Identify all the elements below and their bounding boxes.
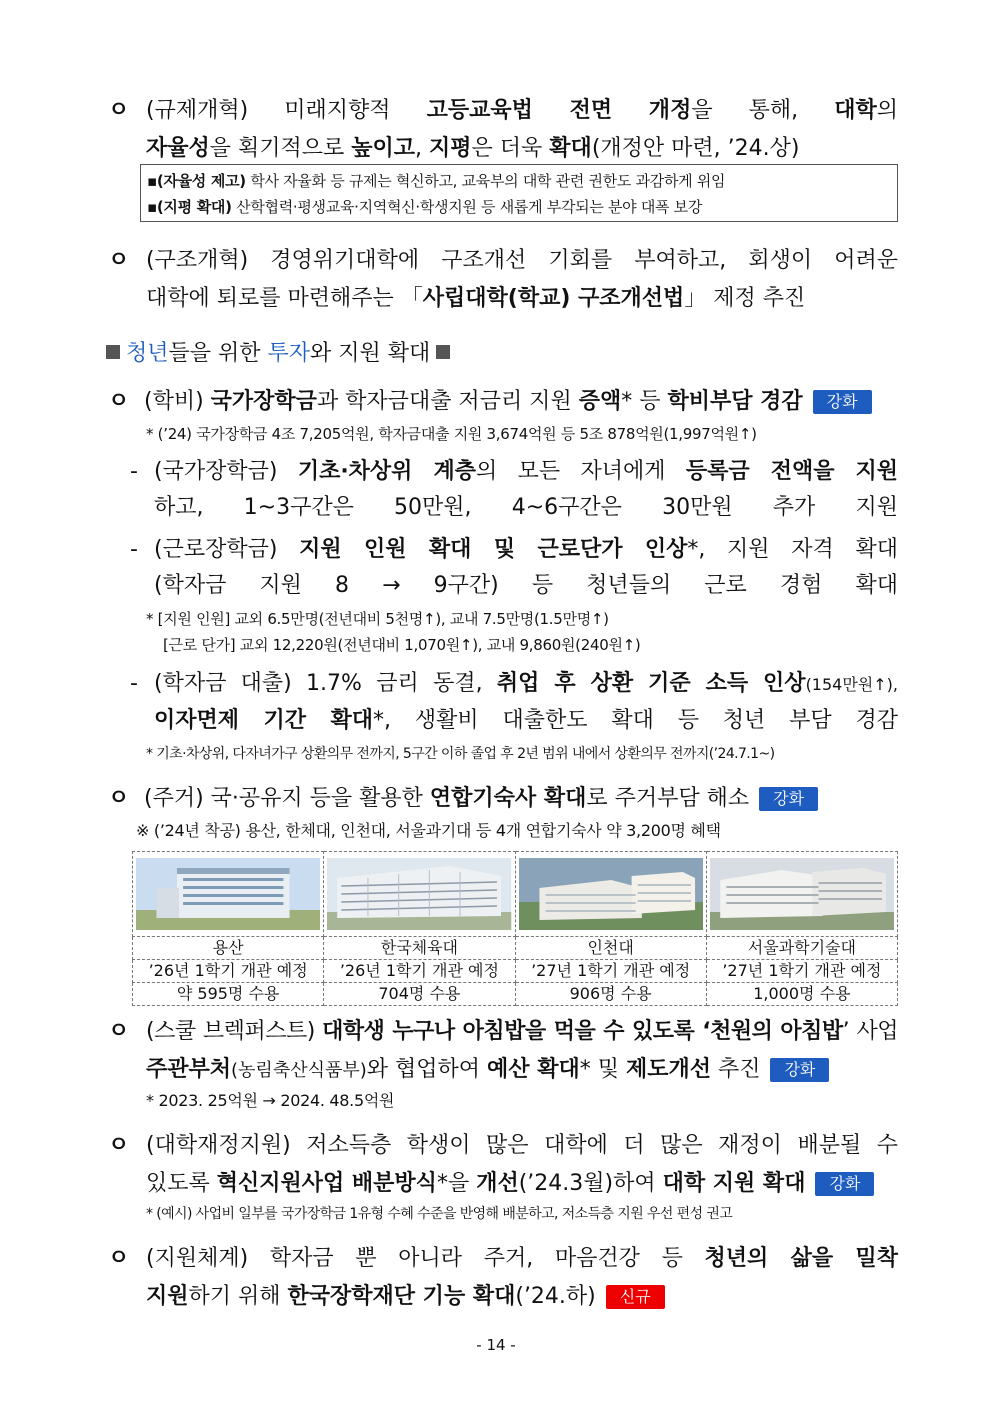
work-note-2: [근로 단가] 교외 12,220원(전년대비 1,070원↑), 교내 9,860원(240원↑) bbox=[163, 636, 641, 654]
bullet-marker: ㅇ bbox=[108, 389, 130, 414]
square-bullet-icon bbox=[106, 345, 120, 359]
dorm-capacity: 약 595명 수용 bbox=[133, 983, 324, 1006]
bullet-housing: ㅇ (주거) 국·공유지 등을 활용한 연합기숙사 확대로 주거부담 해소 강화 bbox=[108, 780, 898, 818]
breakfast-note: * 2023. 25억원 → 2024. 48.5억원 bbox=[146, 1091, 395, 1110]
reinforced-badge: 강화 bbox=[770, 1058, 829, 1082]
dormitory-image-incheon bbox=[519, 858, 703, 930]
housing-note: ※ (’24년 착공) 용산, 한체대, 인천대, 서울과기대 등 4개 연합기숙사 약 3,200명 혜택 bbox=[136, 821, 721, 840]
section-heading: 청년들을 위한 투자와 지원 확대 bbox=[106, 339, 450, 369]
dorm-opening: ’26년 1학기 개관 예정 bbox=[324, 960, 515, 983]
dormitory-table bbox=[132, 851, 898, 1006]
dorm-name: 서울과학기술대 bbox=[706, 937, 897, 960]
sub-student-loan: - (학자금 대출) 1.7% 금리 동결, 취업 후 상환 기준 소득 인상(154만원↑), 이자면제 기간 확대*, 생활비 대출한도 확대 등 청년 부담 경감 bbox=[130, 671, 898, 733]
reinforced-badge: 강화 bbox=[813, 390, 872, 414]
bullet-tuition: ㅇ (학비) 국가장학금과 학자금대출 저금리 지원 증액* 등 학비부담 경감 강화 bbox=[108, 383, 898, 421]
bullet-marker: ㅇ bbox=[108, 248, 130, 273]
dorm-opening: ’27년 1학기 개관 예정 bbox=[515, 960, 706, 983]
bullet-regulation-reform: ㅇ (규제개혁) 미래지향적 고등교육법 전면 개정을 통해, 대학의 자율성을 획기적으로 높이고, 지평은 더욱 확대(개정안 마련, ’24.상) bbox=[108, 92, 898, 168]
bullet-support-system: ㅇ (지원체계) 학자금 뿐 아니라 주거, 마음건강 등 청년의 삶을 밀착 지원하기 위해 한국장학재단 기능 확대(’24.하) 신규 bbox=[108, 1240, 898, 1316]
regulation-detail-box: ▪(자율성 제고) 학사 자율화 등 규제는 혁신하고, 교육부의 대학 관련 권한도 과감하게 위임 ▪(지평 확대) 산학협력·평생교육·지역혁신·학생지원 등 새롭게 부각되는 분야 대폭 보강 bbox=[140, 164, 898, 222]
bullet-marker: ㅇ bbox=[108, 1133, 130, 1158]
square-bullet-icon bbox=[436, 345, 450, 359]
sub-work-scholarship: - (근로장학금) 지원 인원 확대 및 근로단가 인상*, 지원 자격 확대 (학자금 지원 8 → 9구간) 등 청년들의 근로 경험 확대 bbox=[130, 537, 898, 598]
bullet-school-breakfast: ㅇ (스쿨 브렉퍼스트) 대학생 누구나 아침밥을 먹을 수 있도록 ‘천원의 아침밥’ 사업 주관부처(농림축산식품부)와 협업하여 예산 확대* 및 제도개선 추진 강화 bbox=[108, 1013, 898, 1090]
bullet-structural-reform: ㅇ (구조개혁) 경영위기대학에 구조개선 기회를 부여하고, 회생이 어려운 대학에 퇴로를 마련해주는 「사립대학(학교) 구조개선법」 제정 추진 bbox=[108, 242, 898, 318]
work-note-1: * [지원 인원] 교외 6.5만명(전년대비 5천명↑), 교내 7.5만명(1.5만명↑) bbox=[146, 610, 609, 628]
dorm-capacity: 1,000명 수용 bbox=[706, 983, 897, 1006]
dormitory-image-seoultech bbox=[710, 858, 894, 930]
reinforced-badge: 강화 bbox=[759, 787, 818, 811]
dorm-opening: ’26년 1학기 개관 예정 bbox=[133, 960, 324, 983]
tuition-note: * (’24) 국가장학금 4조 7,205억원, 학자금대출 지원 3,674억원 등 5조 878억원(1,997억원↑) bbox=[146, 425, 757, 443]
reinforced-badge: 강화 bbox=[815, 1172, 874, 1196]
finance-note: * (예시) 사업비 일부를 국가장학금 1유형 수혜 수준을 반영해 배분하고, 저소득층 지원 우선 편성 권고 bbox=[146, 1206, 733, 1222]
bullet-marker: ㅇ bbox=[108, 1246, 130, 1271]
bullet-university-finance: ㅇ (대학재정지원) 저소득층 학생이 많은 대학에 더 많은 재정이 배분될 수 있도록 혁신지원사업 배분방식*을 개선(’24.3월)하여 대학 지원 확대 강화 bbox=[108, 1127, 898, 1203]
dormitory-image-knsu bbox=[327, 858, 511, 930]
loan-note: * 기초·차상위, 다자녀가구 상환의무 전까지, 5구간 이하 졸업 후 2년 범위 내에서 상환의무 전까지(’24.7.1~) bbox=[146, 746, 775, 762]
dormitory-image-yongsan bbox=[136, 858, 320, 930]
dorm-name: 한국체육대 bbox=[324, 937, 515, 960]
bullet-marker: ㅇ bbox=[108, 1019, 130, 1044]
bullet-marker: ㅇ bbox=[108, 98, 130, 123]
dorm-opening: ’27년 1학기 개관 예정 bbox=[706, 960, 897, 983]
sub-national-scholarship: - (국가장학금) 기초·차상위 계층의 모든 자녀에게 등록금 전액을 지원 하고, 1~3구간은 50만원, 4~6구간은 30만원 추가 지원 bbox=[130, 459, 898, 520]
page-number: - 14 - bbox=[476, 1336, 516, 1354]
bullet-marker: ㅇ bbox=[108, 786, 130, 811]
new-badge: 신규 bbox=[606, 1285, 665, 1309]
dorm-name: 인천대 bbox=[515, 937, 706, 960]
dorm-capacity: 704명 수용 bbox=[324, 983, 515, 1006]
dorm-capacity: 906명 수용 bbox=[515, 983, 706, 1006]
dorm-name: 용산 bbox=[133, 937, 324, 960]
